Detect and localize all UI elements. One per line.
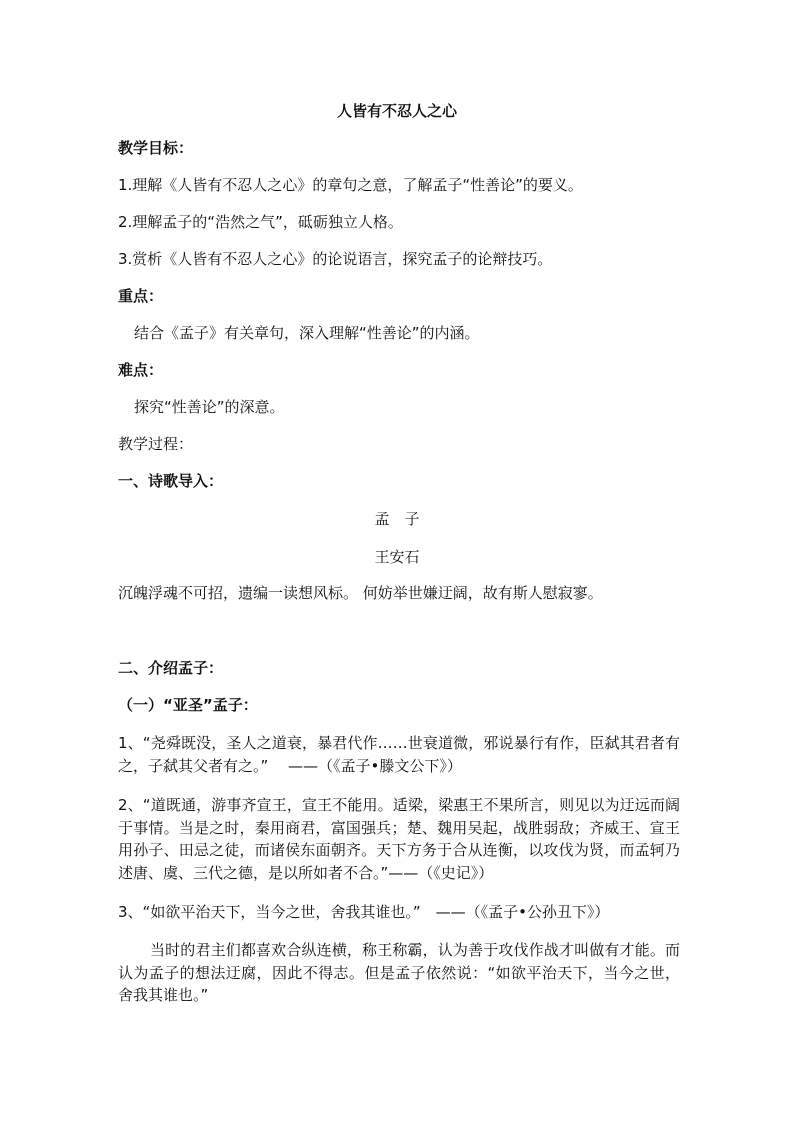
section2-heading: 二、介绍孟子： — [118, 659, 224, 677]
poem-title: 孟 子 — [374, 510, 420, 528]
key-point-text: 结合《孟子》有关章句，深入理解“性善论”的内涵。 — [134, 324, 480, 342]
process-label: 教学过程： — [118, 435, 194, 453]
objective-item-1: 1.理解《人皆有不忍人之心》的章句之意，了解孟子“性善论”的要义。 — [118, 176, 583, 194]
objectives-heading: 教学目标： — [118, 139, 194, 157]
difficulty-text: 探究“性善论”的深意。 — [134, 398, 285, 416]
poem-author: 王安石 — [374, 548, 420, 566]
section2-subheading: （一）“亚圣”孟子： — [118, 696, 258, 714]
difficulty-heading: 难点： — [118, 361, 164, 379]
quote-1: 1、“尧舜既没，圣人之道衰，暴君代作……世衰道微，邪说暴行有作，臣弑其君者有之，子弑其父者有之。” ——（《孟子•滕文公下》） — [118, 734, 680, 775]
objective-item-2: 2.理解孟子的“浩然之气”，砥砺独立人格。 — [118, 213, 403, 231]
poem-text: 沉魄浮魂不可招，遗编一读想风标。 何妨举世嫌迂阔，故有斯人慰寂寥。 — [118, 584, 603, 602]
quote-2: 2、“道既通，游事齐宣王，宣王不能用。适梁，梁惠王不果所言，则见以为迂远而阔于事情。当是之时，秦用商君，富国强兵；楚、魏用吴起，战胜弱敌；齐威王、宣王用孙子、田忌之徒，而诸侯东面朝齐。天下方务于合从连衡，以攻伐为贤，而孟轲乃述唐、虞、三代之德，是以所如者不合。”——（《史记》） — [118, 796, 680, 882]
objective-item-3: 3.赏析《人皆有不忍人之心》的论说语言，探究孟子的论辩技巧。 — [118, 250, 553, 268]
quote-3: 3、“如欲平治天下，当今之世，舍我其谁也。” ——（《孟子•公孙丑下》） — [118, 903, 610, 921]
section1-heading: 一、诗歌导入： — [118, 472, 224, 490]
page-title: 人皆有不忍人之心 — [336, 102, 457, 120]
key-point-heading: 重点： — [118, 287, 164, 305]
commentary-paragraph: 当时的君主们都喜欢合纵连横，称王称霸，认为善于攻伐作战才叫做有才能。而认为孟子的想法迂腐，因此不得志。但是孟子依然说：“如欲平治天下，当今之世，舍我其谁也。” — [118, 941, 680, 1004]
